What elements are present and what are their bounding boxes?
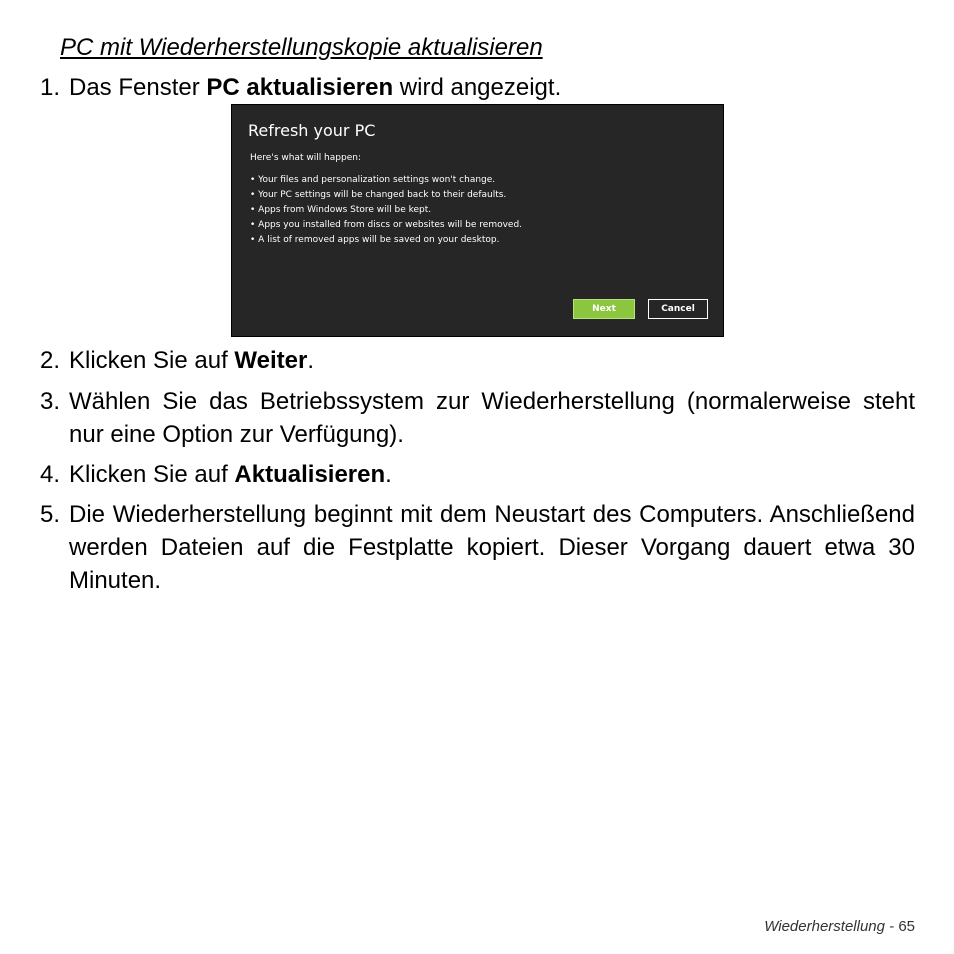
step-text-post: wird angezeigt. xyxy=(393,74,562,101)
step-1 xyxy=(40,71,915,104)
step-5 xyxy=(40,498,915,597)
step-text xyxy=(69,458,915,491)
step-text-post: . xyxy=(307,347,315,374)
next-button[interactable]: Next xyxy=(573,299,635,319)
dialog-subtitle: Here's what will happen: xyxy=(250,153,361,163)
step-text-pre: Klicken Sie auf xyxy=(69,461,235,488)
section-title: PC mit Wiederherstellungskopie aktualisieren xyxy=(60,34,543,61)
dialog-list-item: • Your PC settings will be changed back to their defaults. xyxy=(250,188,522,203)
step-2 xyxy=(40,344,915,377)
step-text-post: . xyxy=(385,461,392,488)
dialog-list xyxy=(250,173,522,248)
step-text-pre: Klicken Sie auf xyxy=(69,347,235,374)
step-text xyxy=(69,71,915,104)
step-number: 3. xyxy=(40,388,61,415)
step-number: 5. xyxy=(40,501,61,528)
dialog-list-item: • Apps from Windows Store will be kept. xyxy=(250,203,522,218)
footer-chapter: Wiederherstellung - xyxy=(764,918,899,935)
dialog-list-item: • Your files and personalization settings won't change. xyxy=(250,173,522,188)
dialog-title: Refresh your PC xyxy=(248,121,376,140)
step-text-bold: Aktualisieren xyxy=(234,461,386,488)
step-3 xyxy=(40,385,915,451)
step-number: 4. xyxy=(40,461,61,488)
step-number: 2. xyxy=(40,347,61,374)
page-number: 65 xyxy=(898,918,915,935)
step-text: Wählen Sie das Betriebssystem zur Wiederherstellung (normalerweise steht nur eine Option zur Verfügung). xyxy=(69,388,915,448)
page-footer xyxy=(764,918,915,935)
step-text xyxy=(69,344,915,377)
step-4 xyxy=(40,458,915,491)
step-text: Die Wiederherstellung beginnt mit dem Neustart des Computers. Anschließend werden Dateien auf die Festplatte kopiert. Dieser Vorgang dauert etwa 30 Minuten. xyxy=(69,501,915,594)
step-text-bold: Weiter xyxy=(234,347,308,374)
dialog-list-item: • Apps you installed from discs or websites will be removed. xyxy=(250,218,522,233)
step-number: 1. xyxy=(40,74,61,101)
cancel-button[interactable]: Cancel xyxy=(648,299,708,319)
step-text-bold: PC aktualisieren xyxy=(206,74,394,101)
dialog-list-item: • A list of removed apps will be saved on your desktop. xyxy=(250,233,522,248)
refresh-pc-dialog-screenshot xyxy=(231,104,724,337)
step-text-pre: Das Fenster xyxy=(69,74,207,101)
